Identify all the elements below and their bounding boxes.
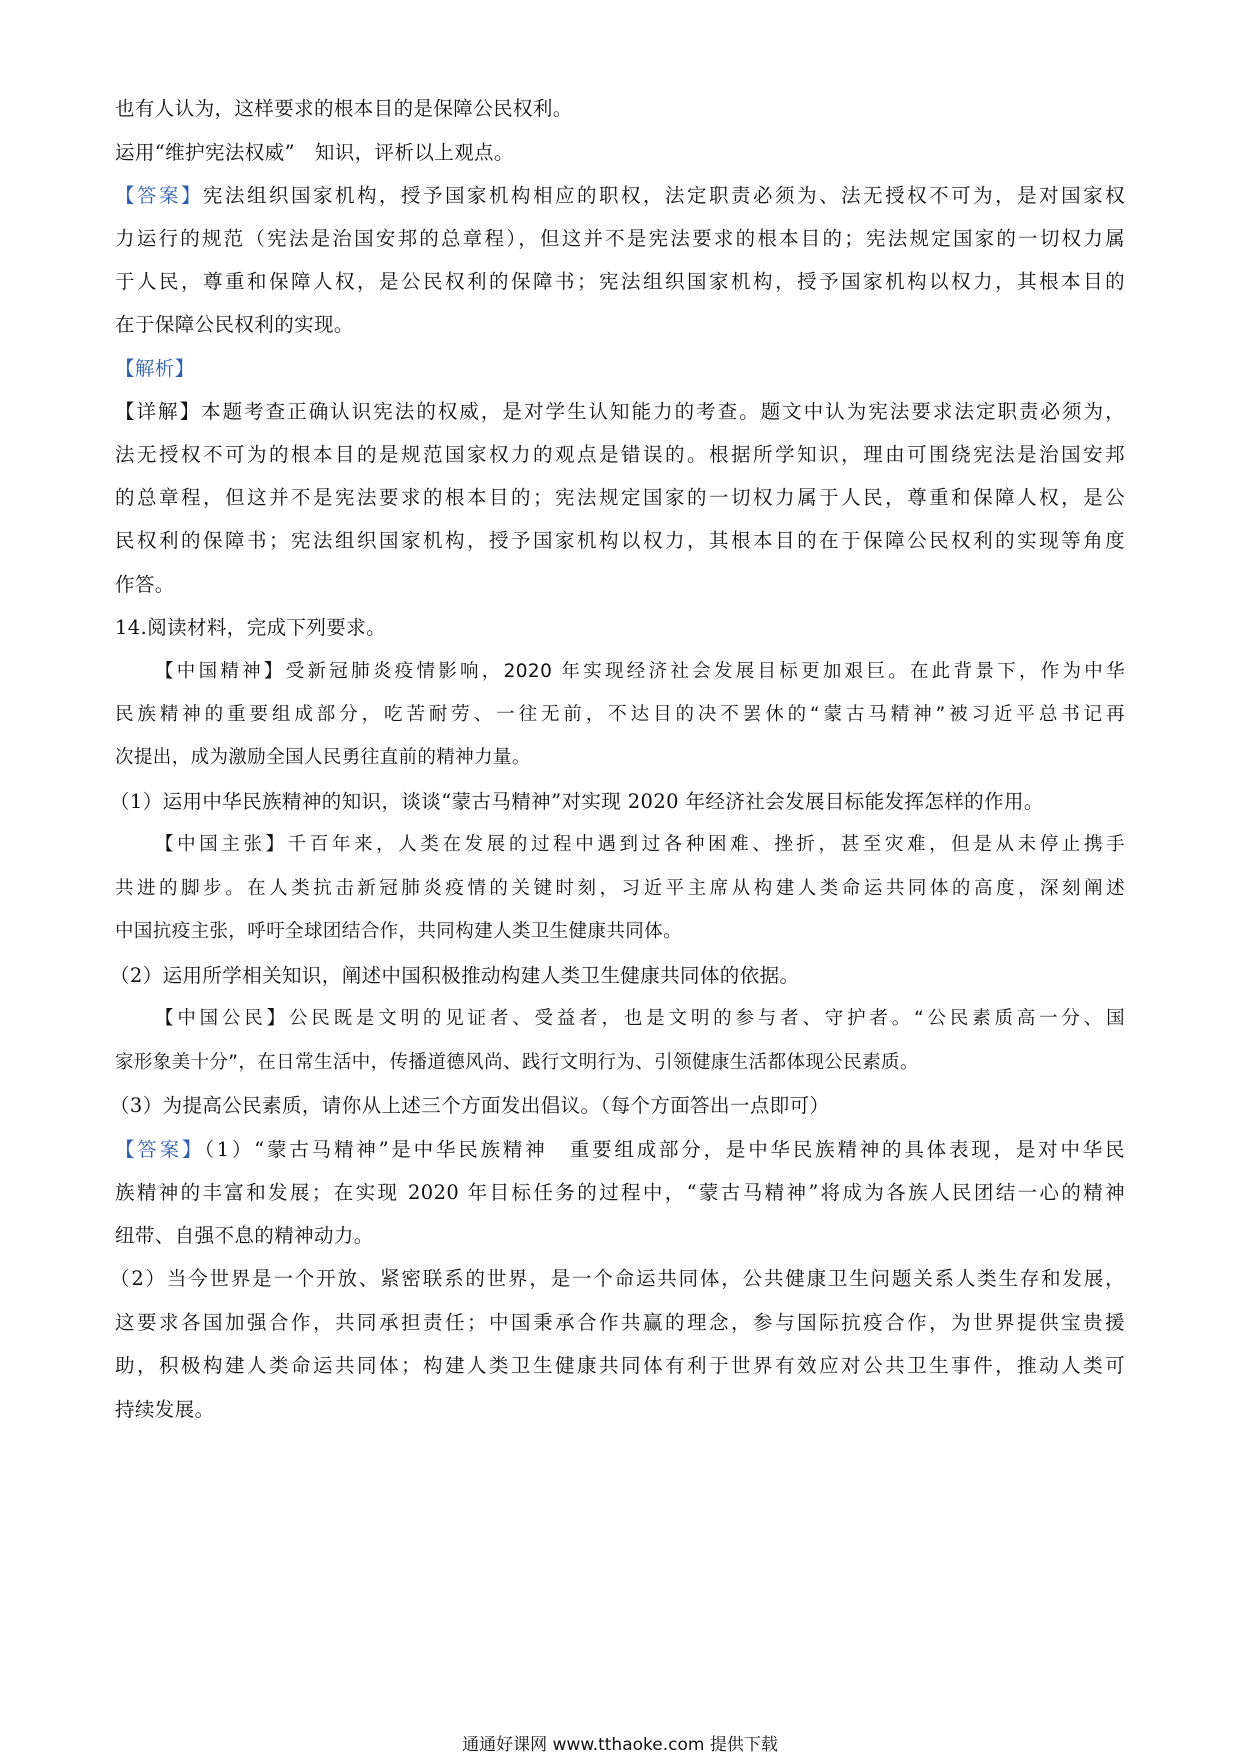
q13-answer-line-2: 力运行的规范（宪法是治国安邦的总章程），但这并不是宪法要求的根本目的；宪法规定国家的一切权力属 [115, 227, 1125, 250]
q14-answer-line-3: 纽带、自强不息的精神动力。 [115, 1224, 374, 1247]
q14-answer-2-line-3: 助，积极构建人类命运共同体；构建人类卫生健康共同体有利于世界有效应对公共卫生事件，推动人类可 [115, 1354, 1125, 1377]
q13-text-line-1: 也有人认为，这样要求的根本目的是保障公民权利。 [115, 97, 573, 120]
q14-answer-2-line-1: （2）当今世界是一个开放、紧密联系的世界，是一个命运共同体，公共健康卫生问题关系人类生存和发展， [110, 1267, 1125, 1290]
q13-answer-line-3: 于人民，尊重和保障人权，是公民权利的保障书；宪法组织国家机构，授予国家机构以权力，其根本目的 [115, 270, 1125, 293]
q14-title: 14.阅读材料，完成下列要求。 [115, 616, 387, 639]
q14-answer-2-line-4: 持续发展。 [115, 1398, 215, 1421]
answer-text: 宪法组织国家机构，授予国家机构相应的职权，法定职责必须为、法无授权不可为，是对国家权 [203, 184, 1125, 207]
material-1-line-1: 【中国精神】受新冠肺炎疫情影响，2020 年实现经济社会发展目标更加艰巨。在此背景下，作为中华 [155, 661, 1125, 682]
q13-text-line-2: 运用“维护宪法权威” 知识，评析以上观点。 [115, 141, 514, 164]
footer-source: 通通好课网 www.tthaoke.com 提供下载 [462, 1735, 778, 1755]
detail-line-4: 民权利的保障书；宪法组织国家机构，授予国家机构以权力，其根本目的在于保障公民权利的实现等角度 [115, 529, 1125, 552]
answer-tag: 【答案】 [115, 184, 204, 207]
detail-line-5: 作答。 [115, 573, 175, 596]
q13-answer-line-1 [115, 183, 1125, 209]
q14-question-3: （3）为提高公民素质，请你从上述三个方面发出倡议。（每个方面答出一点即可） [110, 1094, 830, 1117]
q14-answer-line-1 [115, 1137, 1125, 1163]
q14-answer-line-2: 族精神的丰富和发展；在实现 2020 年目标任务的过程中，“蒙古马精神”将成为各族人民团结一心的精神 [115, 1181, 1125, 1204]
q14-question-2: （2）运用所学相关知识，阐述中国积极推动构建人类卫生健康共同体的依据。 [110, 964, 800, 987]
detail-line-1: 【详解】本题考查正确认识宪法的权威，是对学生认知能力的考查。题文中认为宪法要求法定职责必须为， [115, 400, 1125, 423]
material-1-line-2: 民族精神的重要组成部分，吃苦耐劳、一往无前，不达目的决不罢休的“蒙古马精神”被习近平总书记再 [115, 704, 1125, 725]
material-3-line-1: 【中国公民】公民既是文明的见证者、受益者，也是文明的参与者、守护者。“公民素质高一分、国 [155, 1008, 1125, 1029]
q13-answer-line-4: 在于保障公民权利的实现。 [115, 313, 354, 336]
material-2-line-1: 【中国主张】千百年来，人类在发展的过程中遇到过各种困难、挫折，甚至灾难，但是从未停止携手 [155, 834, 1125, 855]
material-3-line-2: 家形象美十分”，在日常生活中，传播道德风尚、践行文明行为、引领健康生活都体现公民素质。 [115, 1052, 919, 1073]
answer-text: （1）“蒙古马精神”是中华民族精神 重要组成部分，是中华民族精神的具体表现，是对中华民 [204, 1138, 1125, 1161]
material-2-line-3: 中国抗疫主张，呼吁全球团结合作，共同构建人类卫生健康共同体。 [115, 921, 683, 942]
answer-tag: 【答案】 [115, 1138, 205, 1161]
detail-line-3: 的总章程，但这并不是宪法要求的根本目的；宪法规定国家的一切权力属于人民，尊重和保障人权，是公 [115, 486, 1125, 509]
analysis-heading [115, 356, 1125, 382]
analysis-tag: 【解析】 [115, 357, 195, 380]
detail-line-2: 法无授权不可为的根本目的是规范国家权力的观点是错误的。根据所学知识，理由可围绕宪法是治国安邦 [115, 443, 1125, 466]
q14-question-1: （1）运用中华民族精神的知识，谈谈“蒙古马精神”对实现 2020 年经济社会发展目标能发挥怎样的作用。 [110, 790, 1044, 813]
material-2-line-2: 共进的脚步。在人类抗击新冠肺炎疫情的关键时刻，习近平主席从构建人类命运共同体的高度，深刻阐述 [115, 878, 1125, 899]
q14-answer-2-line-2: 这要求各国加强合作，共同承担责任；中国秉承合作共赢的理念，参与国际抗疫合作，为世界提供宝贵援 [115, 1311, 1125, 1334]
material-1-line-3: 次提出，成为激励全国人民勇往直前的精神力量。 [115, 747, 531, 768]
